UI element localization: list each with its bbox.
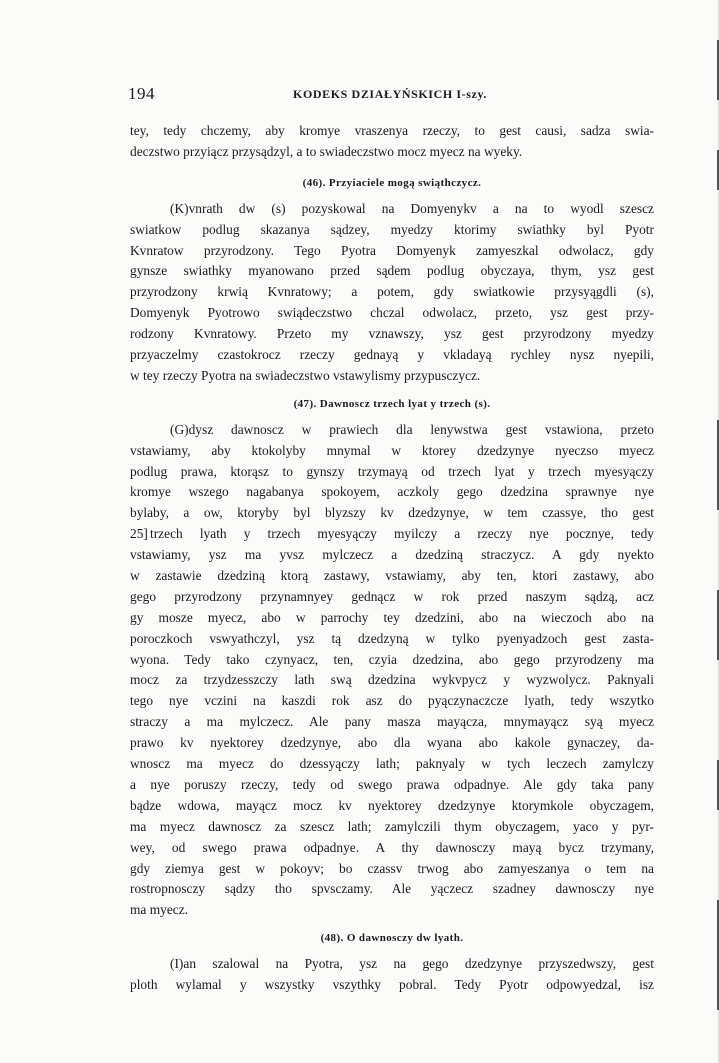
text-line: straczy a ma mylczecz. Ale pany masza mayącza, mnymayącz syą myecz: [130, 714, 654, 730]
text-line: w zastawie dzedziną ktorą zastawy, vstawiamy, aby ten, ktori zastawy, abo: [130, 568, 654, 584]
text-line: Domyenyk Pyotrowo swiądeczstwo chczal odwolacz, przeto, ysz gest przy-: [130, 305, 654, 321]
text-line: gego przyrodzony przynamnyey gednącz w rok przed naszym sądzą, acz: [130, 588, 654, 604]
running-title: KODEKS DZIAŁYŃSKICH I-szy.: [293, 87, 487, 101]
section-heading: (47). Dawnoscz trzech lyat y trzech (s).: [293, 397, 491, 410]
text-line: (I)an szalowal na Pyotra, ysz na gego dzedzynye przyszedwszy, gest: [170, 956, 654, 972]
paragraph: [130, 954, 654, 996]
text-line: Kvnratow przyrodzony. Tego Pyotra Domyenyk zamyeszkal odwolacz, gdy: [130, 242, 654, 258]
paragraph: [130, 420, 654, 921]
text-line: przyaczelmy czastokrocz rzeczy gednayą y vkladayą rychley nysz nyepili,: [130, 347, 654, 363]
section-46: [130, 173, 654, 387]
text-line: (G)dysz dawnoscz w prawiech dla lenywstwa gest vstawiona, przeto: [170, 421, 654, 437]
text-line: bylaby, a ow, ktoryby byl blyzszy kv dzedzynye, w tem czassye, tho gest: [130, 505, 654, 521]
text-line: ma myecz dawnoscz za szescz lath; zamylczili thym obyczagem, yaco y pyr-: [130, 818, 654, 834]
document-body: [130, 121, 654, 996]
page-edge-marks: [717, 0, 719, 1063]
text-line: bądze wdowa, mayącz mocz kv nyektorey dzedzynye ktorymkole obyczagem,: [130, 797, 654, 813]
section-48: [130, 928, 654, 996]
text-line: ploth wylamal y wszystky vszythky pobral. Tedy Pyotr odpowyedzal, isz: [130, 977, 654, 993]
page-number: 194: [128, 84, 155, 103]
text-line: w tey rzeczy Pyotra na swiadeczstwo vstawylismy przypusczycz.: [130, 367, 481, 383]
text-line: [130, 524, 654, 545]
text-line: ma myecz.: [130, 902, 188, 918]
text-line: gy mosze myecz, abo w parrochy tey dzedzini, abo na wieczoch abo na: [130, 609, 654, 625]
text-line: podlug prawa, ktorąsz to gynszy trzymayą od trzech lyat y trzech myesyączy: [130, 463, 654, 479]
text-line: gdy ziemya gest w pokoyv; bo czassv trwog abo zamyeszanya o tem na: [130, 860, 654, 876]
text-line: vstawiamy, aby ktokolyby mnymal w ktorey dzedzynye nyeczso myecz: [130, 442, 654, 458]
text-line: a nye poruszy rzeczy, tedy od swego prawa odpadnye. Ale gdy taka pany: [130, 776, 654, 792]
text-line: rostropnosczy sądzy tho spvsczamy. Ale yączecz szadney dawnosczy nye: [130, 881, 654, 897]
text-line: rodzony Kvnratowy. Przeto my vznawszy, ysz gest przyrodzony myedzy: [130, 326, 654, 342]
intro-paragraph: [130, 121, 654, 163]
text-line: wyona. Tedy tako czynyacz, ten, czyia dzedzina, abo gego przyrodzeny ma: [130, 651, 654, 667]
text-line: tey, tedy chczemy, aby kromye vraszenya rzeczy, to gest causi, sadza swia-: [130, 123, 654, 138]
text-line: gynsze swiathky myanowano przed sądem podlug obyczaya, thym, ysz gest: [130, 263, 654, 279]
paragraph: [130, 199, 654, 387]
section-heading: (48). O dawnosczy dw lyath.: [320, 932, 464, 945]
text-line: vstawiamy, ysz ma yvsz mylczecz a dzedziną straczycz. A gdy nyekto: [130, 547, 654, 563]
text-line-content: trzech lyath y trzech myesyączy myilczy a rzeczy nye pocznye, tedy: [150, 526, 654, 542]
text-line: mocz za trzydzesszczy lath swą dzedzina wykvpycz y wyzwolycz. Paknyali: [130, 672, 654, 688]
text-line: deczstwo przyiącz przysądzyl, a to swiadeczstwo mocz myecz na wyeky.: [130, 143, 523, 159]
text-line: kromye wszego nagabanya spokoyem, aczkoly gego dzedzina sprawnye nye: [130, 484, 654, 500]
text-line: tego nye vczini na kaszdi rok asz do pyączynaczcze lyath, tedy wszytko: [130, 693, 654, 709]
line-number-marker: 25]: [130, 526, 148, 542]
text-line: poroczkoch vswyathczyl, ysz tą dzedzyną w tylko pyenyadzoch gest zasta-: [130, 630, 654, 646]
page-header: [128, 84, 652, 106]
text-line: swiatkow podlug skazanya sądzey, myedzy ktorimy swiathky byl Pyotr: [130, 221, 654, 237]
text-line: przyrodzony krwią Kvnratowy; a potem, gdy swiatkowie przysyągdli (s),: [130, 284, 654, 300]
section-47: [130, 394, 654, 921]
text-line: (K)vnrath dw (s) pozyskowal na Domyenykv a na to wyodl szescz: [170, 200, 654, 216]
text-line: wey, od swego prawa odpadnye. A thy dawnosczy mayą bycz trzymany,: [130, 839, 654, 855]
text-line: prawo kv nyektorey dzedzynye, abo dla wyana abo kakole gynaczey, da-: [130, 735, 654, 751]
section-heading: (46). Przyiaciele mogą swiąthczycz.: [302, 176, 482, 189]
text-line: wnoscz ma myecz do dzessyączy lath; paknyaly w tych leczech zamylczy: [130, 756, 654, 772]
